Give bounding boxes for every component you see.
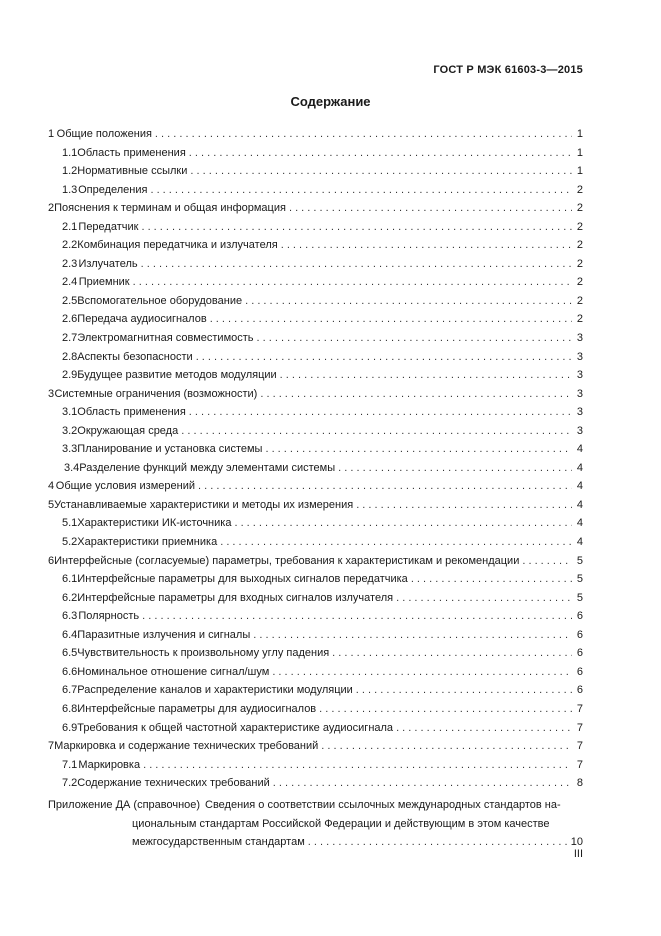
toc-entry-title: Определения — [78, 183, 148, 196]
toc-entry-number: 5.1 — [62, 517, 78, 530]
annex-title-line-3-text: межгосударственным стандартам — [132, 836, 305, 848]
toc-entry[interactable] — [48, 218, 583, 237]
toc-entry-page-number: 2 — [576, 276, 583, 289]
toc-entry-number: 1.1 — [62, 146, 78, 159]
toc-entry-title: Передача аудиосигналов — [77, 313, 207, 326]
document-id: ГОСТ Р МЭК 61603-3—2015 — [433, 64, 583, 76]
toc-entry[interactable] — [48, 125, 583, 144]
toc-entry-title: Устанавливаемые характеристики и методы их измерения — [54, 498, 354, 511]
toc-entry-title: Разделение функций между элементами системы — [79, 461, 336, 474]
toc-entry-number: 4 — [48, 480, 55, 493]
toc-entry-title: Требования к общей частотной характеристике аудиосигнала — [77, 721, 394, 734]
toc-entry-page-number: 2 — [576, 202, 583, 215]
toc-entry[interactable] — [48, 700, 583, 719]
toc-entry-page-number: 3 — [576, 369, 583, 382]
toc-entry-title: Общие положения — [56, 128, 152, 140]
toc-entry-title: Маркировка — [78, 758, 141, 771]
dot-leader — [142, 607, 572, 626]
annex-title-line-2: циональным стандартам Российской Федерации и действующим в этом качестве — [132, 817, 550, 830]
dot-leader — [289, 199, 572, 218]
toc-entry-title: Приемник — [78, 276, 130, 289]
toc-entry-page-number: 2 — [576, 294, 583, 307]
toc-entry[interactable] — [48, 607, 583, 626]
toc-entry-page-number: 3 — [576, 406, 583, 419]
toc-entry-number: 2 — [48, 202, 55, 215]
dot-leader — [141, 218, 572, 237]
toc-entry-number: 6.2 — [62, 591, 78, 604]
toc-entry[interactable] — [48, 681, 583, 700]
toc-entry-page-number: 7 — [576, 740, 583, 753]
toc-entry-number: 3.4 — [64, 461, 80, 474]
toc-entry-number: 3.1 — [62, 406, 78, 419]
toc-entry-number: 6.1 — [62, 573, 78, 586]
toc-entry-page-number: 7 — [576, 702, 583, 715]
toc-entry-page-number: 6 — [576, 665, 583, 678]
toc-entry-number: 6 — [48, 554, 55, 567]
toc-entry-page-number: 2 — [576, 220, 583, 233]
toc-entry-number: 5.2 — [62, 536, 78, 549]
dot-leader — [181, 422, 572, 441]
page-number: III — [573, 848, 583, 860]
table-of-contents — [48, 125, 583, 793]
toc-entry[interactable] — [48, 329, 583, 348]
toc-entry-number: 2.9 — [62, 369, 78, 382]
dot-leader — [280, 366, 572, 385]
toc-entry-number: 3.2 — [62, 424, 78, 437]
toc-entry-title: Область применения — [77, 406, 186, 419]
dot-leader — [143, 756, 572, 775]
toc-entry-number: 3 — [48, 387, 55, 400]
toc-entry-title: Электромагнитная совместимость — [77, 332, 254, 345]
dot-leader — [396, 719, 572, 738]
dot-leader — [356, 496, 572, 515]
dot-leader — [273, 774, 572, 793]
annex-page-number: 10 — [570, 836, 583, 848]
toc-entry-number: 5 — [48, 498, 55, 511]
toc-entry[interactable] — [48, 440, 583, 459]
toc-entry-title: Номинальное отношение сигнал/шум — [77, 665, 270, 678]
toc-entry[interactable] — [48, 533, 583, 552]
annex-label: Приложение ДА (справочное) — [48, 799, 201, 811]
toc-entry-page-number: 2 — [576, 239, 583, 252]
dot-leader — [260, 385, 572, 404]
toc-entry-page-number: 2 — [576, 183, 583, 196]
toc-entry-page-number: 6 — [576, 684, 583, 697]
toc-entry-page-number: 4 — [576, 498, 583, 511]
toc-entry-page-number: 4 — [576, 443, 583, 456]
dot-leader — [319, 700, 572, 719]
toc-entry[interactable] — [48, 385, 583, 404]
toc-entry-page-number: 6 — [576, 610, 583, 623]
toc-entry-number: 1.3 — [62, 183, 78, 196]
dot-leader — [245, 292, 572, 311]
toc-entry-page-number: 1 — [576, 165, 583, 178]
toc-entry-number: 2.2 — [62, 239, 78, 252]
toc-entry-page-number: 8 — [576, 777, 583, 790]
toc-entry-page-number: 4 — [576, 536, 583, 549]
toc-entry[interactable] — [48, 310, 583, 329]
toc-entry-number: 7.1 — [62, 758, 78, 771]
dot-leader — [321, 737, 572, 756]
toc-entry-title: Распределение каналов и характеристики модуляции — [77, 684, 353, 697]
toc-entry[interactable] — [48, 570, 583, 589]
dot-leader — [356, 681, 572, 700]
toc-entry-title: Аспекты безопасности — [77, 350, 193, 363]
dot-leader — [522, 552, 572, 571]
toc-entry-number: 7.2 — [62, 777, 78, 790]
dot-leader — [141, 255, 572, 274]
dot-leader — [196, 348, 572, 367]
toc-entry[interactable] — [48, 348, 583, 367]
toc-entry-number: 6.4 — [62, 628, 78, 641]
toc-entry-number: 6.7 — [62, 684, 78, 697]
toc-entry-title: Чувствительность к произвольному углу падения — [77, 647, 330, 660]
toc-entry[interactable] — [48, 422, 583, 441]
toc-entry[interactable] — [48, 663, 583, 682]
dot-leader — [189, 403, 572, 422]
toc-entry-title: Излучатель — [78, 257, 138, 270]
dot-leader — [234, 514, 572, 533]
annex-title-line-1: Сведения о соответствии ссылочных международных стандартов на- — [205, 799, 561, 811]
toc-entry-title: Характеристики приемника — [77, 536, 218, 549]
toc-entry[interactable] — [48, 756, 583, 775]
toc-entry[interactable] — [48, 496, 583, 515]
toc-entry-page-number: 4 — [576, 517, 583, 530]
toc-entry-title: Интерфейсные параметры для входных сигналов излучателя — [77, 591, 394, 604]
dot-leader — [133, 273, 572, 292]
dot-leader — [150, 181, 572, 200]
toc-entry-title: Полярность — [78, 610, 140, 623]
dot-leader — [155, 125, 572, 144]
toc-entry-number: 2.3 — [62, 257, 78, 270]
toc-entry-number: 7 — [48, 740, 55, 753]
toc-entry-page-number: 2 — [576, 313, 583, 326]
toc-entry-page-number: 3 — [576, 424, 583, 437]
toc-entry-number: 6.3 — [62, 610, 78, 623]
toc-entry-title: Область применения — [77, 146, 186, 159]
toc-entry-number: 2.4 — [62, 276, 78, 289]
toc-entry[interactable] — [48, 719, 583, 738]
toc-entry-number: 2.8 — [62, 350, 78, 363]
toc-entry[interactable] — [48, 589, 583, 608]
toc-entry[interactable] — [48, 199, 583, 218]
toc-entry-title: Передатчик — [78, 220, 139, 233]
toc-entry[interactable] — [48, 774, 583, 793]
toc-entry-page-number: 4 — [576, 461, 583, 474]
toc-entry-title: Будущее развитие методов модуляции — [77, 369, 277, 382]
toc-entry-title: Системные ограничения (возможности) — [54, 387, 258, 400]
toc-entry-title: Паразитные излучения и сигналы — [77, 628, 251, 641]
toc-entry-title: Интерфейсные параметры для аудиосигналов — [77, 702, 317, 715]
toc-entry-title: Комбинация передатчика и излучателя — [77, 239, 278, 252]
toc-entry-page-number: 2 — [576, 257, 583, 270]
toc-entry[interactable] — [48, 366, 583, 385]
toc-entry-number: 6.9 — [62, 721, 78, 734]
dot-leader — [308, 833, 568, 852]
dot-leader — [198, 477, 572, 496]
dot-leader — [411, 570, 572, 589]
toc-entry-title: Планирование и установка системы — [77, 443, 263, 456]
toc-entry[interactable] — [48, 255, 583, 274]
dot-leader — [253, 626, 572, 645]
toc-entry-number: 6.6 — [62, 665, 78, 678]
toc-entry-number: 1 — [48, 128, 55, 140]
toc-entry[interactable] — [48, 403, 583, 422]
toc-entry[interactable] — [48, 292, 583, 311]
toc-entry-title: Интерфейсные (согласуемые) параметры, требования к характеристикам и рекомендации — [54, 554, 520, 567]
toc-entry[interactable] — [48, 514, 583, 533]
dot-leader — [210, 310, 572, 329]
toc-entry-number: 2.6 — [62, 313, 78, 326]
toc-entry[interactable] — [48, 162, 583, 181]
toc-entry[interactable] — [48, 144, 583, 163]
toc-entry-title: Вспомогательное оборудование — [77, 294, 243, 307]
toc-entry-page-number: 6 — [576, 647, 583, 660]
toc-entry[interactable] — [48, 459, 583, 478]
toc-entry-title: Содержание технических требований — [77, 777, 270, 790]
toc-entry-number: 2.1 — [62, 220, 78, 233]
toc-entry-number: 2.5 — [62, 294, 78, 307]
toc-entry[interactable] — [48, 236, 583, 255]
toc-entry-page-number: 3 — [576, 332, 583, 345]
toc-entry[interactable] — [48, 737, 583, 756]
toc-entry[interactable] — [48, 273, 583, 292]
dot-leader — [396, 589, 572, 608]
dot-leader — [272, 663, 572, 682]
toc-entry[interactable] — [48, 552, 583, 571]
toc-entry-title: Общие условия измерений — [55, 480, 195, 493]
toc-entry-number: 6.5 — [62, 647, 78, 660]
toc-entry-page-number: 1 — [576, 128, 583, 140]
toc-entry-title: Характеристики ИК-источника — [77, 517, 232, 530]
toc-entry-page-number: 7 — [576, 758, 583, 771]
toc-entry-page-number: 6 — [576, 628, 583, 641]
toc-entry-number: 6.8 — [62, 702, 78, 715]
toc-entry-number: 2.7 — [62, 332, 78, 345]
toc-entry-number: 3.3 — [62, 443, 78, 456]
page-title: Содержание — [290, 94, 371, 109]
dot-leader — [189, 144, 572, 163]
toc-entry-title: Маркировка и содержание технических требований — [54, 740, 319, 753]
toc-entry-title: Окружающая среда — [77, 424, 179, 437]
toc-entry[interactable] — [48, 181, 583, 200]
toc-entry-page-number: 4 — [576, 480, 583, 493]
toc-entry-page-number: 5 — [576, 591, 583, 604]
dot-leader — [281, 236, 572, 255]
toc-entry[interactable] — [48, 626, 583, 645]
toc-entry-page-number: 1 — [576, 146, 583, 159]
annex-title-line-3 — [132, 833, 583, 852]
toc-entry-number: 1.2 — [62, 165, 78, 178]
toc-entry-title: Пояснения к терминам и общая информация — [54, 202, 286, 215]
toc-entry-page-number: 5 — [576, 573, 583, 586]
dot-leader — [332, 644, 572, 663]
dot-leader — [257, 329, 572, 348]
toc-entry-page-number: 7 — [576, 721, 583, 734]
toc-entry-page-number: 5 — [576, 554, 583, 567]
dot-leader — [265, 440, 572, 459]
toc-entry[interactable] — [48, 477, 583, 496]
dot-leader — [220, 533, 572, 552]
toc-entry-page-number: 3 — [576, 387, 583, 400]
toc-entry-title: Интерфейсные параметры для выходных сигналов передатчика — [77, 573, 408, 586]
toc-entry-title: Нормативные ссылки — [77, 165, 188, 178]
dot-leader — [190, 162, 572, 181]
dot-leader — [338, 459, 572, 478]
toc-entry-page-number: 3 — [576, 350, 583, 363]
toc-entry[interactable] — [48, 644, 583, 663]
